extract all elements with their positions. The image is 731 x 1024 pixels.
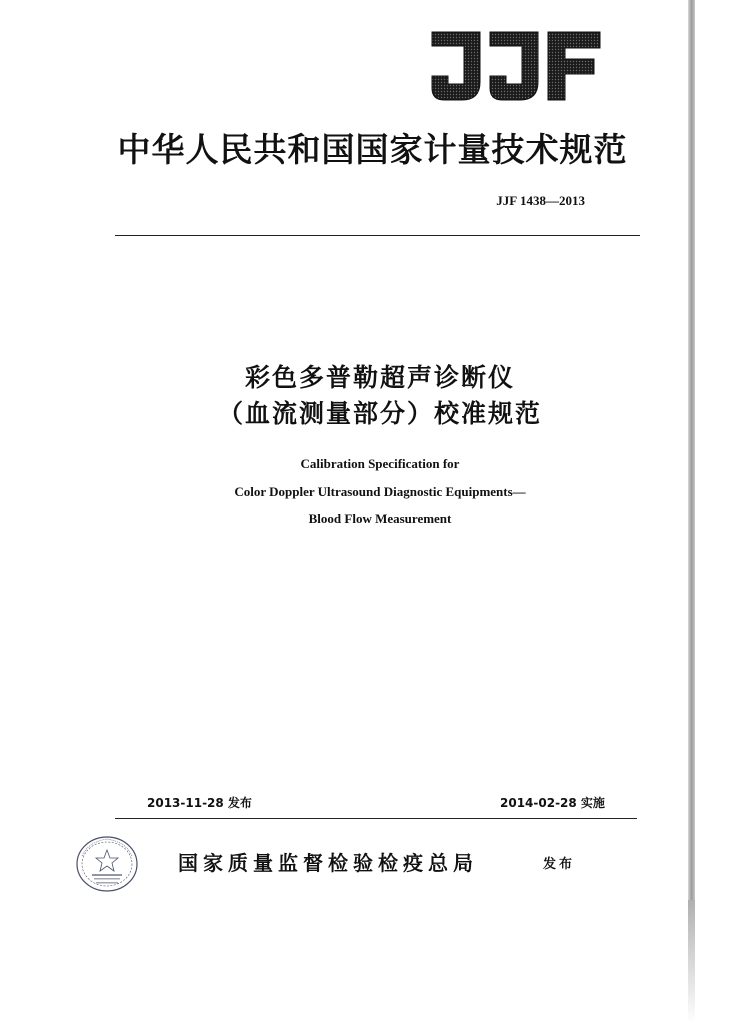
stamp-seal bbox=[74, 834, 140, 894]
issue-date: 2013-11-28 发布 bbox=[147, 796, 252, 810]
english-title-line-2: Color Doppler Ultrasound Diagnostic Equipments— bbox=[234, 484, 526, 499]
standard-number: JJF 1438—2013 bbox=[496, 193, 585, 208]
scan-edge bbox=[688, 0, 695, 900]
english-title-line-3: Blood Flow Measurement bbox=[308, 511, 452, 526]
publisher-suffix: 发布 bbox=[543, 857, 576, 872]
jjf-logo bbox=[428, 30, 604, 104]
top-divider bbox=[115, 235, 640, 236]
implementation-date: 2014-02-28 实施 bbox=[500, 796, 605, 810]
bottom-divider bbox=[115, 818, 637, 819]
english-title-line-1: Calibration Specification for bbox=[300, 456, 460, 471]
chinese-title-line-2: （血流测量部分）校准规范 bbox=[217, 399, 542, 428]
agency-title: 中华人民共和国国家计量技术规范 bbox=[117, 130, 628, 169]
chinese-title-line-1: 彩色多普勒超声诊断仪 bbox=[244, 363, 515, 392]
scan-edge-fade bbox=[688, 900, 695, 1024]
publisher-name: 国家质量监督检验检疫总局 bbox=[178, 851, 478, 875]
